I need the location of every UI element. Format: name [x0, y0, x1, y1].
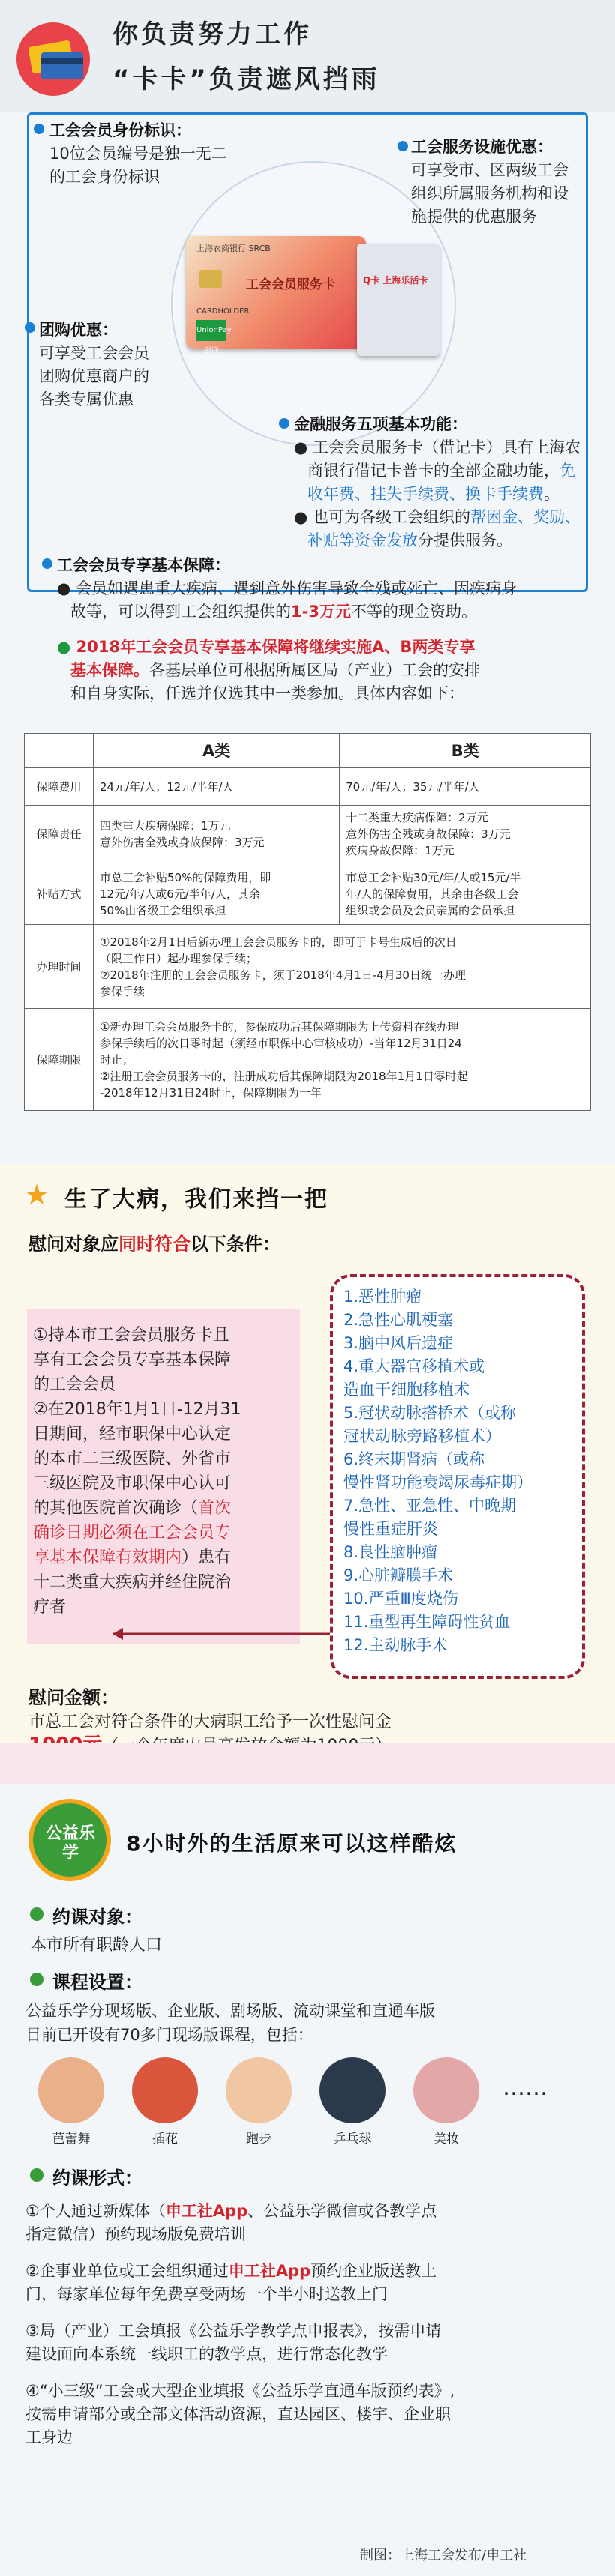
id-text-2: 的工会身份标识: [50, 168, 160, 186]
list-item: 3.脑中风后遗症: [344, 1334, 454, 1352]
cell-b: 70元/年/人；35元/半年/人: [340, 768, 591, 806]
arrow-icon: [112, 1619, 338, 1649]
bullet-icon: [42, 558, 52, 569]
flower-icon: [132, 2057, 198, 2123]
table-row: [25, 768, 591, 806]
list-item: 2.急性心肌梗塞: [344, 1311, 454, 1329]
bullet-icon: [398, 141, 408, 151]
row-key: 补贴方式: [25, 863, 94, 925]
unionpay-logo: UnionPay 银联: [196, 320, 226, 341]
list-item: 1.恶性肿瘤: [344, 1288, 422, 1306]
ballet-icon: [38, 2057, 104, 2123]
pingpong-icon: [320, 2057, 386, 2123]
insure-line1: ● 会员如遇患重大疾病、遇到意外伤害导致全残或死亡、因疾病身: [57, 579, 517, 597]
illness-title: 生了大病，我们来挡一把: [64, 1186, 328, 1213]
star-icon: ★: [24, 1178, 50, 1211]
condition-heading: 慰问对象应同时符合以下条件：: [28, 1234, 280, 1255]
list-item: 5.冠状动脉搭桥术（或称: [344, 1404, 517, 1422]
card-name: 工会会员服务卡: [246, 277, 335, 292]
finance-b2-line1: ● 也可为各级工会组织的帮困金、奖励、: [294, 508, 580, 526]
bullet-icon: [279, 418, 290, 429]
form-3-line2: 建设面向本系统一线职工的教学点，进行常态化教学: [26, 2345, 388, 2363]
credit-text: 制图：上海工会发布/申工社: [360, 2548, 527, 2563]
group-text-3: 各类专属优惠: [39, 390, 134, 408]
running-icon: [226, 2057, 292, 2123]
cell-ab: ①2018年2月1日后新办理工会会员服务卡的，即可于卡号生成后的次日 （限工作日）起办理参保手续； ②2018年注册的工会会员服务卡，须于2018年4月1日-4月30日统一办理 参保手续: [94, 925, 591, 1009]
bullet-icon: [30, 1907, 44, 1921]
activity-running: 跑步: [218, 2057, 300, 2147]
form-3-line1: ③局（产业）工会填报《公益乐学教学点申报表》，按需申请: [26, 2322, 442, 2340]
list-item: 12.主动脉手术: [344, 1636, 448, 1654]
note-line2: 基本保障。各基层单位可根据所属区局（产业）工会的安排: [70, 661, 480, 679]
row-key: 保障期限: [25, 1009, 94, 1111]
course-label: 课程设置：: [52, 1972, 142, 1993]
insurance-table: [24, 733, 591, 1111]
finance-label: 金融服务五项基本功能：: [294, 415, 467, 433]
activity-flower: 插花: [124, 2057, 206, 2147]
table-row: [25, 1009, 591, 1111]
table-row: [25, 806, 591, 863]
list-item: 造血干细胞移植术: [344, 1381, 470, 1399]
cell-a: 24元/年/人；12元/半年/人: [94, 768, 340, 806]
facility-text-3: 施提供的优惠服务: [411, 208, 537, 226]
table-row: [25, 925, 591, 1009]
list-item: 慢性肾功能衰竭尿毒症期）: [344, 1473, 532, 1491]
facility-text-2: 组织所属服务机构和设: [411, 184, 568, 202]
list-item: 4.重大器官移植术或: [344, 1357, 485, 1375]
list-item: 9.心脏瓣膜手术: [344, 1566, 454, 1584]
q-card-image: [357, 244, 440, 356]
list-item: 6.终末期肾病（或称: [344, 1450, 485, 1468]
page-subtitle: “卡卡”负责遮风挡雨: [112, 64, 380, 94]
leisure-title: 8小时外的生活原来可以这样酷炫: [126, 1831, 458, 1856]
form-1-line2: 指定微信）预约现场版免费培训: [26, 2225, 246, 2243]
form-2-line2: 门，每家单位每年免费享受两场一个半小时送教上门: [26, 2285, 388, 2303]
activity-ballet: 芭蕾舞: [30, 2057, 112, 2147]
blue-card-icon: [41, 52, 83, 79]
id-label: 工会会员身份标识：: [50, 121, 191, 139]
group-label: 团购优惠：: [39, 321, 118, 339]
col-a-header: A类: [94, 734, 340, 768]
finance-b2-line2: 补贴等资金发放分提供服务。: [308, 531, 512, 549]
form-4-line1: ④“小三级”工会或大型企业填报《公益乐学直通车版预约表》,: [26, 2382, 455, 2400]
amount-label: 慰问金额：: [28, 1687, 118, 1708]
insure-line2: 故等，可以得到工会组织提供的1-3万元不等的现金资助。: [70, 603, 477, 621]
card-holder: CARDHOLDER: [196, 307, 250, 316]
course-text-1: 公益乐学分现场版、企业版、剧场版、流动课堂和直通车版: [26, 2002, 435, 2020]
row-key: 保障责任: [25, 806, 94, 863]
amount-text-1: 市总工会对符合条件的大病职工给予一次性慰问金: [28, 1713, 392, 1731]
cell-a: 四类重大疾病保障：1万元 意外伤害全残或身故保障：3万元: [94, 806, 340, 863]
card-brand: 上海农商银行 SRCB: [196, 244, 271, 253]
condition-text: ①持本市工会会员服务卡且 享有工会会员专享基本保障 的工会会员 ②在2018年1月1日-12月31 日期间，经市职保中心认定 的本市二三级医院、外省市 三级医院及市职保中心认可 的其他医院首次确诊（首次 确诊日期必须在工会会员专 享基本保障有效期内）患有 十二类重大疾病并经住院治 疗者: [33, 1326, 242, 1617]
disease-list: [344, 1285, 584, 1657]
list-item: 7.急性、亚急性、中晚期: [344, 1497, 517, 1515]
activity-pingpong: 乒乓球: [311, 2057, 394, 2147]
cell-b: 十二类重大疾病保障：2万元 意外伤害全残或身故保障：3万元 疾病身故保障：1万元: [340, 806, 591, 863]
row-key: 保障费用: [25, 768, 94, 806]
list-item: 10.严重Ⅲ度烧伤: [344, 1590, 458, 1608]
group-text-1: 可享受工会会员: [39, 344, 149, 362]
note-line1: ● 2018年工会会员专享基本保障将继续实施A、B两类专享: [57, 638, 476, 656]
bullet-icon: [30, 1973, 44, 1986]
bullet-icon: [25, 322, 35, 333]
finance-b1-line2: 商银行借记卡普卡的全部金融功能，免: [308, 462, 575, 480]
course-text-2: 目前已开设有70多门现场版课程，包括：: [26, 2026, 314, 2044]
list-item: 11.重型再生障碍性贫血: [344, 1613, 511, 1631]
chip-icon: [200, 270, 222, 288]
page-title: 你负责努力工作: [112, 19, 312, 49]
target-label: 约课对象：: [52, 1907, 142, 1928]
leisure-logo: [28, 1799, 111, 1881]
logo-text: 公益乐学: [45, 1824, 95, 1862]
row-key: 办理时间: [25, 925, 94, 1009]
form-4-line2: 按需申请部分或全部文体活动资源，直达园区、楼宇、企业职: [26, 2405, 451, 2423]
table-row: [25, 863, 591, 925]
form-2-line1: ②企事业单位或工会组织通过申工社App预约企业版送教上: [26, 2262, 437, 2280]
insure-label: 工会会员专享基本保障：: [57, 556, 230, 574]
form-4-line3: 工身边: [26, 2428, 73, 2446]
cell-a: 市总工会补贴50%的保障费用，即 12元/年/人或6元/半年/人，其余 50%由各级工会组织承担: [94, 863, 340, 925]
union-card-image: [186, 236, 366, 355]
makeup-icon: [413, 2057, 479, 2123]
id-text-1: 10位会员编号是独一无二: [50, 145, 227, 163]
more-ellipsis: ……: [502, 2075, 548, 2101]
cell-b: 市总工会补贴30元/年/人或15元/半 年/人的保障费用，其余由各级工会 组织或会员及会员亲属的会员承担: [340, 863, 591, 925]
note-line3: 和自身实际，任选并仅选其中一类参加。具体内容如下：: [70, 684, 464, 702]
q-card-label: Q卡 上海乐活卡: [363, 275, 428, 286]
bullet-icon: [34, 124, 44, 134]
table-corner: [25, 734, 94, 768]
activity-makeup: 美妆: [405, 2057, 488, 2147]
finance-b1-line1: ● 工会会员服务卡（借记卡）具有上海农: [294, 438, 580, 456]
list-item: 冠状动脉旁路移植术）: [344, 1427, 501, 1445]
form-1-line1: ①个人通过新媒体（申工社App、公益乐学微信或各教学点: [26, 2202, 437, 2220]
form-label: 约课形式：: [52, 2168, 142, 2189]
section-divider: [0, 1743, 615, 1784]
finance-b1-line3: 收年费、挂失手续费、换卡手续费。: [308, 485, 560, 503]
bullet-icon: [30, 2168, 44, 2182]
group-text-2: 团购优惠商户的: [39, 367, 149, 385]
list-item: 慢性重症肝炎: [344, 1520, 438, 1538]
cell-ab: ①新办理工会会员服务卡的，参保成功后其保障期限为上传资料在线办理 参保手续后的次日零时起（须经市职保中心审核成功）-当年12月31日24 时止； ②注册工会会员服务卡的，注册成功后其保障期限为2018年1月1日零时起 -2018年12月31日24时止，保障期限为一年: [94, 1009, 591, 1111]
target-text: 本市所有职龄人口: [30, 1936, 163, 1955]
list-item: 8.良性脑肿瘤: [344, 1543, 438, 1561]
facility-text-1: 可享受市、区两级工会: [411, 161, 568, 179]
col-b-header: B类: [340, 734, 591, 768]
facility-label: 工会服务设施优惠：: [411, 138, 553, 156]
